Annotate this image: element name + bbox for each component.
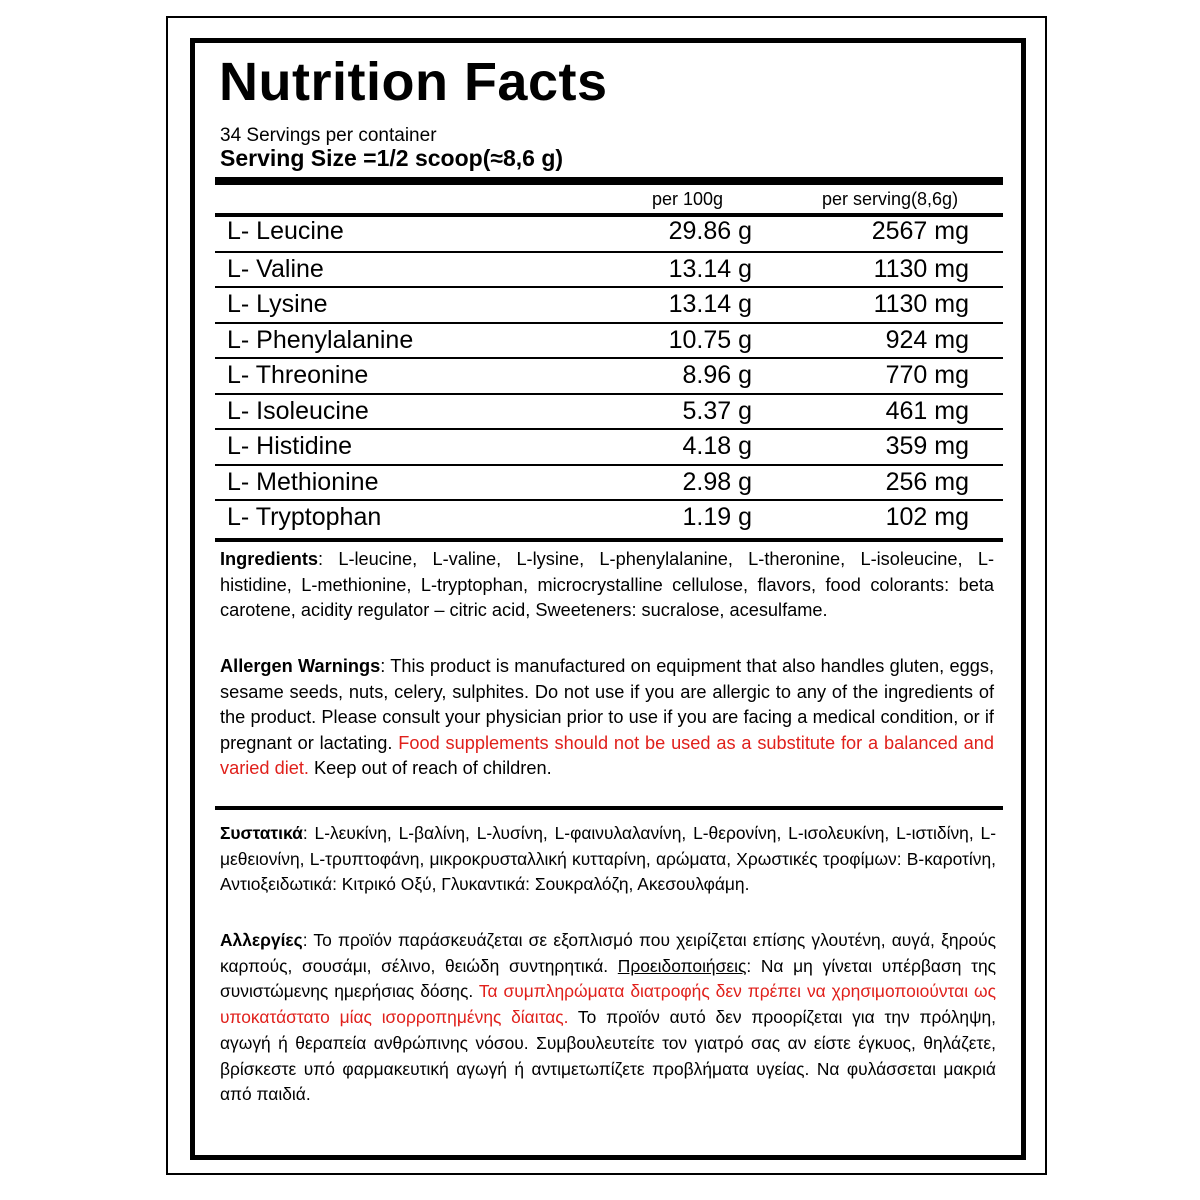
greek-allergen-text: : Το προϊόν παράσκευάζεται σε εξοπλισμό που χειρίζεται επίσης γλουτένη, αυγά, ξηρούς καρπούς, σουσάμι, σέλινο, θειώδη συντηρητικά. [220,930,996,976]
table-row [215,499,1003,535]
nutrient-name: L- Lysine [227,290,328,318]
ingredients-label: Ingredients [220,549,319,569]
greek-ingredients-text: : L-λευκίνη, L-βαλίνη, L-λυσίνη, L-φαινυλαλανίνη, L-θερονίνη, L-ισολευκίνη, L-ιστιδίνη, L-μεθειονίνη, L-τρυπτοφάνη, μικροκρυσταλλική κυτταρίνη, αρώματα, Χρωστικές τροφίμων: Β-καροτίνη, Αντιοξειδωτικά: Κιτρικό Οξύ, Γλυκαντικά: Σουκραλόζη, Ακεσουλφάμη. [220,823,996,895]
amount-per-100g: 4.18 g [682,432,752,460]
greek-warning-tail: Το προϊόν αυτό δεν προορίζεται για την πρόληψη, αγωγή ή θεραπεία ανθρώπινης νόσου. Συμβουλευτείτε τον γιατρό σας αν είστε έγκυος, θηλάζετε, βρίσκεστε υπό φαρμακευτική αγωγή ή αντιμετωπίζετε προβλήματα υγείας. Να φυλάσσεται μακριά από παιδιά. [220,1007,996,1105]
column-header-per-serving: per serving(8,6g) [822,189,959,209]
column-header-per-100g: per 100g [652,189,724,209]
page-title: Nutrition Facts [219,52,608,112]
amount-per-100g: 2.98 g [682,467,752,496]
allergen-label: Allergen Warnings [220,656,381,676]
amount-per-100g: 8.96 g [682,361,752,389]
greek-warning-text: : Να μη γίνεται υπέρβαση της συνιστώμενης ημερήσιας δόσης. [220,955,996,1002]
table-row [215,286,1003,322]
greek-allergen-paragraph [220,928,996,1108]
divider-table-bottom [215,538,1003,542]
amount-per-100g: 13.14 g [668,290,752,318]
amino-acid-table [215,215,1003,535]
nutrient-name: L- Histidine [227,432,353,460]
nutrient-name: L- Valine [227,254,324,283]
amount-per-serving: 924 mg [885,325,969,354]
nutrition-label [190,38,1026,1160]
allergen-tail: Keep out of reach of children. [308,758,552,778]
table-row [215,393,1003,429]
nutrient-name: L- Leucine [227,217,344,245]
amount-per-serving: 1130 mg [873,290,969,318]
amount-per-100g: 1.19 g [682,503,752,531]
divider-thick [215,177,1003,185]
ingredients-paragraph [220,547,994,624]
nutrient-name: L- Tryptophan [227,503,382,531]
amount-per-serving: 256 mg [885,467,969,496]
nutrient-name: L- Threonine [227,361,369,389]
supplement-warning: Food supplements should not be used as a substitute for a balanced and varied diet. [220,732,994,778]
greek-warning-label: Προειδοποιήσεις [617,955,747,976]
allergen-text: : This product is manufactured on equipment that also handles gluten, eggs, sesame seeds, nuts, celery, sulphites. Do not use if you are allergic to any of the ingredients of the product. Please consult your physician prior to use if you are facing a medical condition, or if pregnant or lactating. [220,656,994,753]
nutrient-name: L- Phenylalanine [227,325,414,354]
table-row [215,428,1003,464]
amount-per-serving: 359 mg [885,432,969,460]
greek-allergen-label: Αλλεργίες [220,930,303,950]
nutrient-name: L- Isoleucine [227,396,369,425]
table-row [215,357,1003,393]
amount-per-100g: 29.86 g [668,217,752,245]
ingredients-text: : L-leucine, L-valine, L-lysine, L-phenylalanine, L-theronine, L-isoleucine, L-histidine, L-methionine, L-tryptophan, microcrystalline cellulose, flavors, food colorants: beta carotene, acidity regulator – citric acid, Sweeteners: sucralose, acesulfame. [220,549,994,620]
table-row [215,251,1003,287]
greek-supplement-warning: Τα συμπληρώματα διατροφής δεν πρέπει να χρησιμοποιούνται ως υποκατάστατο μίας ισορροπημένης δίαιτας. [220,981,996,1028]
amount-per-serving: 1130 mg [873,254,969,283]
serving-size: Serving Size =1/2 scoop(≈8,6 g) [220,145,564,171]
amount-per-serving: 770 mg [885,361,969,389]
servings-per-container: 34 Servings per container [220,125,437,146]
greek-ingredients-label: Συστατικά [220,823,303,843]
amount-per-serving: 102 mg [885,503,969,531]
amount-per-100g: 13.14 g [668,254,752,283]
table-row [215,215,1003,251]
table-row [215,464,1003,500]
divider-language [215,806,1003,810]
amount-per-serving: 461 mg [885,396,969,425]
amount-per-100g: 5.37 g [682,396,752,425]
amount-per-serving: 2567 mg [871,217,969,245]
table-row [215,322,1003,358]
amount-per-100g: 10.75 g [668,325,752,354]
nutrient-name: L- Methionine [227,467,379,496]
allergen-paragraph [220,654,994,782]
greek-ingredients-paragraph [220,821,996,898]
